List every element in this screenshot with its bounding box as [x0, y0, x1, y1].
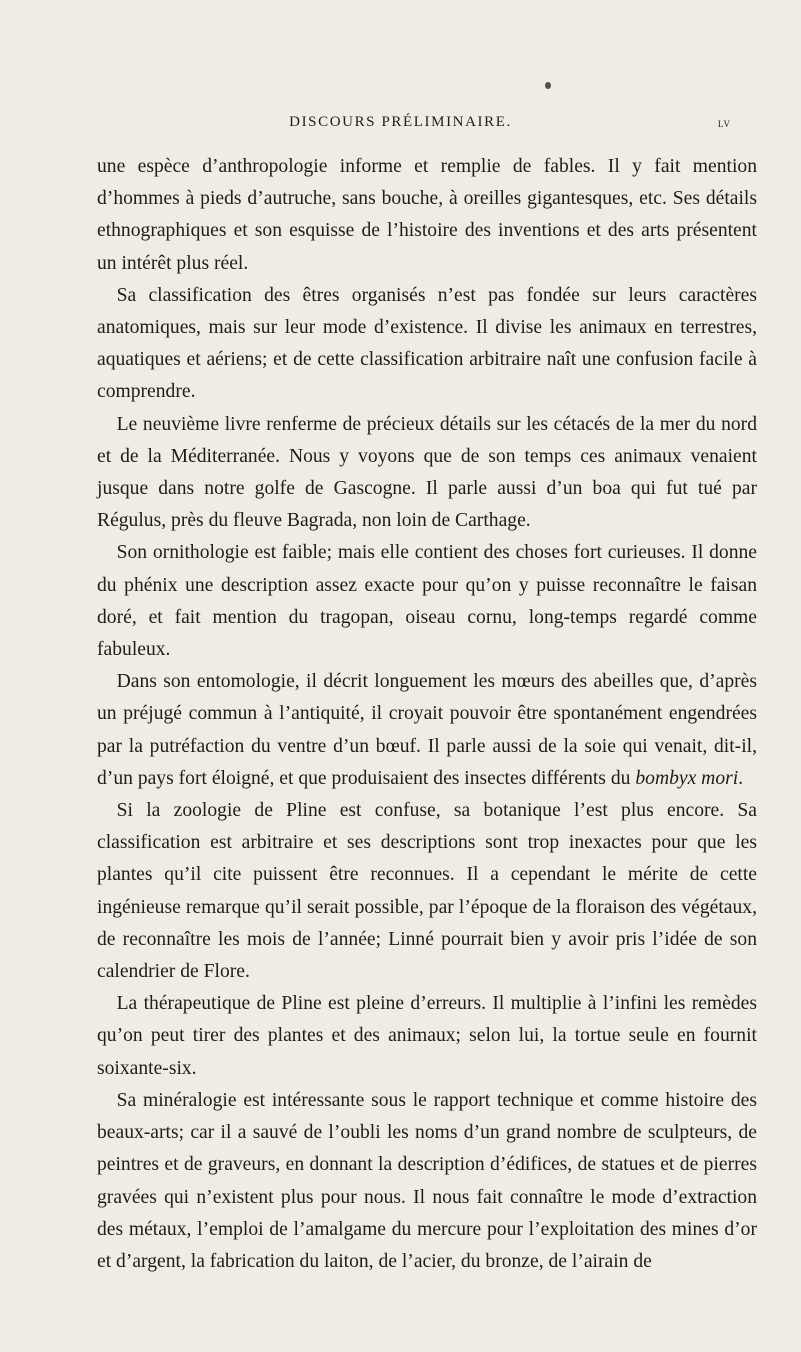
- paragraph-8: Sa minéralogie est intéressante sous le rapport technique et comme histoire des beaux-arts; car il a sauvé de l’oubli les noms d’un grand nombre de sculpteurs, de peintres et de graveurs, en donnant la description d’édifices, de statues et de pierres gravées qui n’existent plus pour nous. Il nous fait connaître le mode d’extraction des métaux, l’emploi de l’amalgame du mercure pour l’exploitation des mines d’or et d’argent, la fabrication du laiton, de l’acier, du bronze, de l’airain de: [97, 1089, 757, 1272]
- paragraph-1: une espèce d’anthropologie informe et remplie de fables. Il y fait mention d’hommes à pieds d’autruche, sans bouche, à oreilles gigantesques, etc. Ses détails ethnographiques et son esquisse de l’histoire des inventions et des arts présentent un intérêt plus réel.: [97, 156, 757, 274]
- paragraph-5-text: Dans son entomologie, il décrit longuement les mœurs des abeilles que, d’après un préjugé commun à l’antiquité, il croyait pouvoir être spontanément engendrées par la putréfaction du ventre d’un bœuf. Il parle aussi de la soie qui venait, dit-il, d’un pays fort éloigné, et que produisaient des insectes différents du: [97, 671, 757, 789]
- latin-term: bombyx mori: [635, 767, 739, 789]
- page-header: [0, 114, 801, 138]
- paragraph-6: Si la zoologie de Pline est confuse, sa botanique l’est plus encore. Sa classification est arbitraire et ses descriptions sont trop inexactes pour que les plantes qu’il cite puissent être reconnues. Il a cependant le mérite de cette ingénieuse remarque qu’il serait possible, par l’époque de la floraison des végétaux, de reconnaître les mois de l’année; Linné pourrait bien y avoir pris l’idée de son calendrier de Flore.: [97, 800, 757, 983]
- paragraph-5-period: .: [738, 767, 744, 789]
- paragraph-4: Son ornithologie est faible; mais elle contient des choses fort curieuses. Il donne du phénix une description assez exacte pour qu’on y puisse reconnaître le faisan doré, et fait mention du tragopan, oiseau cornu, long-temps regardé comme fabuleux.: [97, 542, 757, 661]
- paragraph-7: La thérapeutique de Pline est pleine d’erreurs. Il multiplie à l’infini les remèdes qu’on peut tirer des plantes et des animaux; selon lui, la tortue seule en fournit soixante-six.: [97, 993, 757, 1079]
- running-title: DISCOURS PRÉLIMINAIRE.: [289, 114, 512, 130]
- ink-speck: [545, 82, 551, 89]
- paragraph-3: Le neuvième livre renferme de précieux détails sur les cétacés de la mer du nord et de la Méditerranée. Nous y voyons que de son temps ces animaux venaient jusque dans notre golfe de Gascogne. Il parle aussi d’un boa qui fut tué par Régulus, près du fleuve Bagrada, non loin de Carthage.: [97, 413, 757, 532]
- paragraph-5: [97, 666, 757, 795]
- paragraph-2: Sa classification des êtres organisés n’est pas fondée sur leurs caractères anatomiques, mais sur leur mode d’existence. Il divise les animaux en terrestres, aquatiques et aériens; et de cette classification arbitraire naît une confusion facile à comprendre.: [97, 284, 757, 403]
- body-text: [97, 151, 757, 1278]
- page-number: lv: [717, 115, 731, 130]
